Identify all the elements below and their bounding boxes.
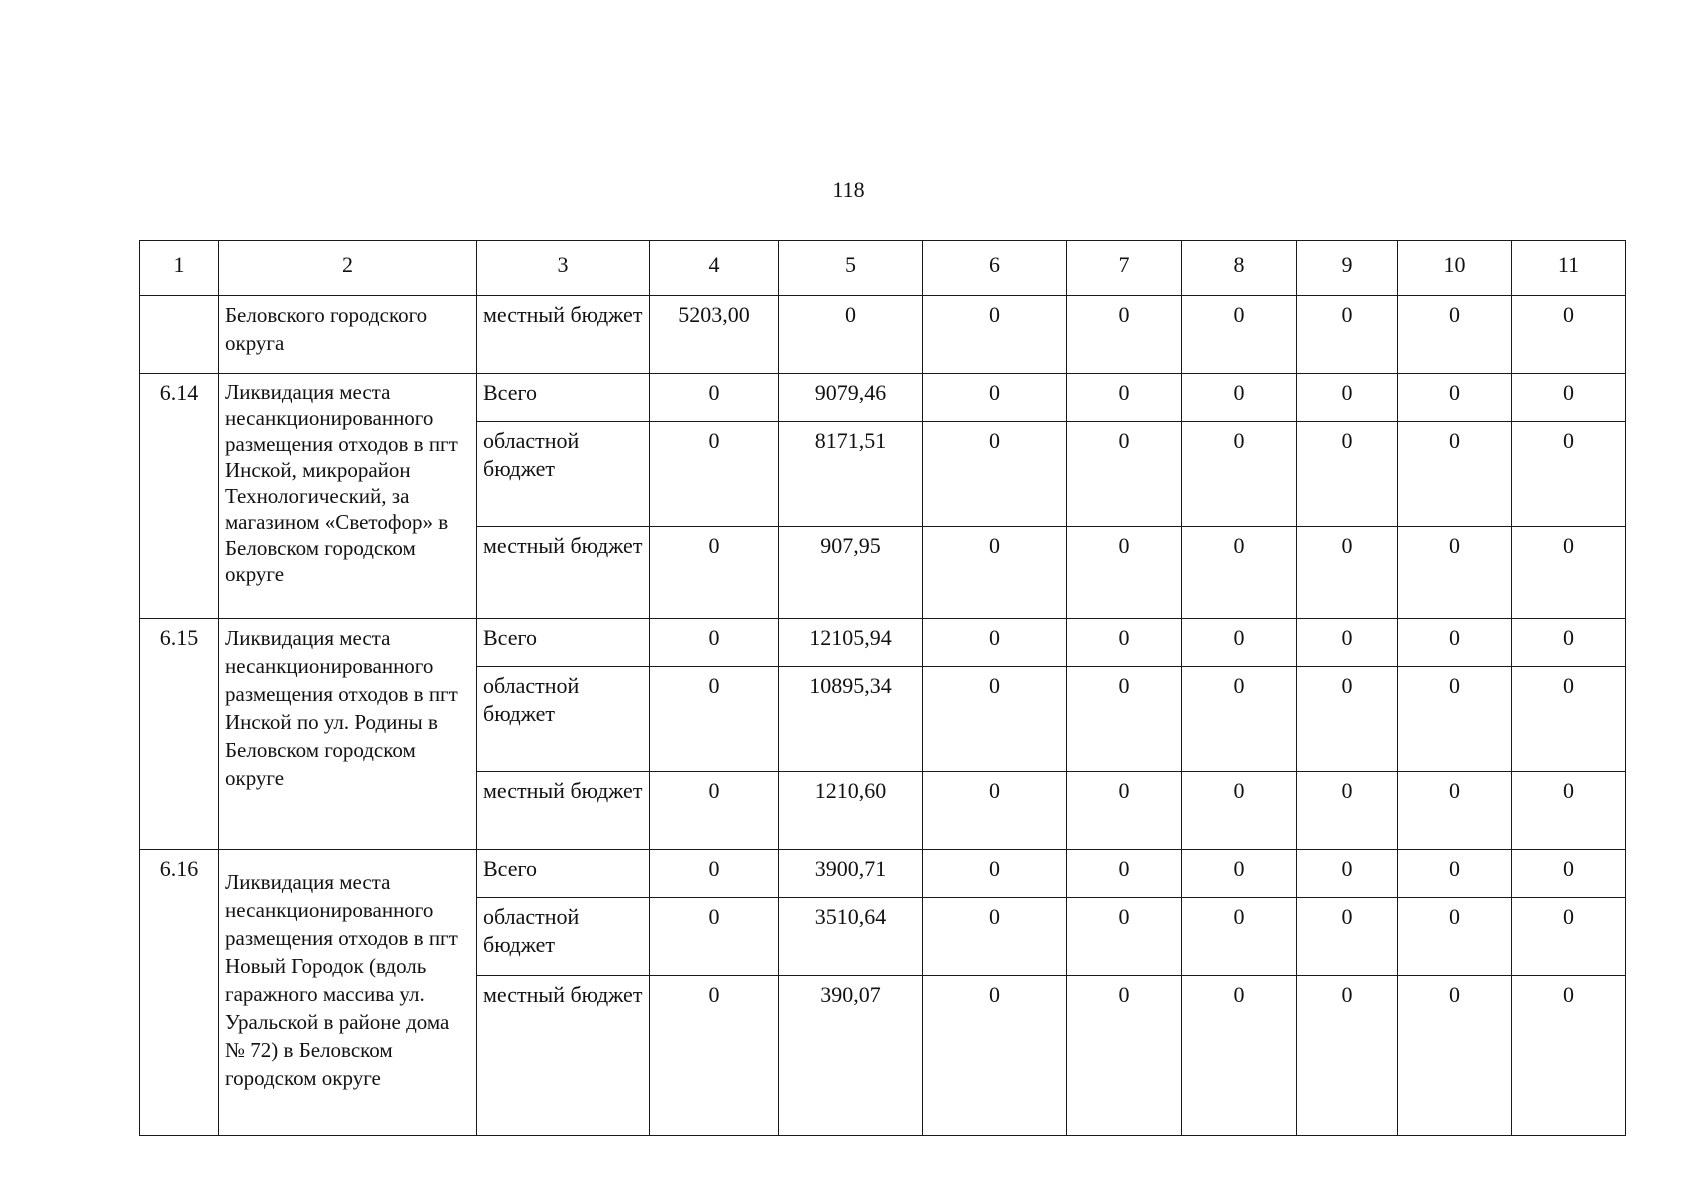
table-row [140,619,1626,667]
value-cell: 0 [1398,772,1512,850]
value-cell: 0 [1398,527,1512,619]
value-cell: 5203,00 [650,296,779,374]
funding-source-cell: местный бюджет [477,976,650,1136]
value-cell: 0 [1182,296,1297,374]
column-header: 5 [779,241,923,296]
funding-source-cell: местный бюджет [477,772,650,850]
column-header: 2 [219,241,477,296]
value-cell: 12105,94 [779,619,923,667]
value-cell: 0 [1067,619,1182,667]
value-cell: 0 [1398,667,1512,772]
value-cell: 0 [923,850,1067,898]
value-cell: 0 [1398,898,1512,976]
value-cell: 0 [923,619,1067,667]
value-cell: 0 [1067,374,1182,422]
value-cell: 0 [1297,619,1398,667]
item-index-cell [140,296,219,374]
column-header: 1 [140,241,219,296]
value-cell: 0 [1297,850,1398,898]
column-header: 3 [477,241,650,296]
value-cell: 0 [1512,527,1626,619]
value-cell: 0 [1398,976,1512,1136]
value-cell: 0 [1182,667,1297,772]
funding-source-cell: областной бюджет [477,422,650,527]
value-cell: 0 [1067,527,1182,619]
value-cell: 0 [923,374,1067,422]
funding-source-cell: областной бюджет [477,667,650,772]
value-cell: 0 [650,667,779,772]
funding-source-cell: Всего [477,619,650,667]
value-cell: 0 [1512,898,1626,976]
value-cell: 0 [650,619,779,667]
value-cell: 0 [779,296,923,374]
item-index-cell: 6.16 [140,850,219,1136]
value-cell: 0 [923,667,1067,772]
column-header: 10 [1398,241,1512,296]
funding-source-cell: местный бюджет [477,296,650,374]
item-name-cell: Ликвидация места несанкционированного размещения отходов в пгт Инской по ул. Родины в Беловском городском округе [219,619,477,850]
value-cell: 0 [1512,850,1626,898]
value-cell: 3510,64 [779,898,923,976]
value-cell: 0 [1398,619,1512,667]
value-cell: 0 [1067,772,1182,850]
value-cell: 0 [1512,667,1626,772]
value-cell: 0 [1182,898,1297,976]
value-cell: 8171,51 [779,422,923,527]
value-cell: 0 [650,976,779,1136]
budget-table [139,240,1626,1136]
value-cell: 0 [1182,772,1297,850]
column-header: 9 [1297,241,1398,296]
value-cell: 0 [650,527,779,619]
value-cell: 0 [1067,898,1182,976]
value-cell: 0 [1512,296,1626,374]
value-cell: 0 [1398,422,1512,527]
value-cell: 0 [1297,422,1398,527]
value-cell: 0 [923,296,1067,374]
value-cell: 0 [1182,527,1297,619]
item-index-cell: 6.14 [140,374,219,619]
value-cell: 0 [1182,422,1297,527]
page-number: 118 [832,177,865,202]
table-row [140,850,1626,898]
value-cell: 0 [1297,296,1398,374]
value-cell: 0 [1297,976,1398,1136]
value-cell: 0 [1067,850,1182,898]
value-cell: 0 [650,374,779,422]
value-cell: 10895,34 [779,667,923,772]
value-cell: 0 [1512,976,1626,1136]
value-cell: 0 [1067,976,1182,1136]
value-cell: 0 [650,898,779,976]
value-cell: 0 [1512,619,1626,667]
value-cell: 0 [1297,374,1398,422]
value-cell: 0 [1182,850,1297,898]
value-cell: 0 [923,976,1067,1136]
value-cell: 390,07 [779,976,923,1136]
value-cell: 0 [1067,667,1182,772]
value-cell: 0 [650,422,779,527]
value-cell: 0 [650,772,779,850]
value-cell: 0 [1297,667,1398,772]
table-row [140,296,1626,374]
value-cell: 0 [923,422,1067,527]
funding-source-cell: местный бюджет [477,527,650,619]
value-cell: 0 [1398,374,1512,422]
value-cell: 0 [1297,772,1398,850]
value-cell: 0 [1182,619,1297,667]
column-header: 4 [650,241,779,296]
value-cell: 0 [923,772,1067,850]
value-cell: 0 [1067,296,1182,374]
value-cell: 0 [1297,898,1398,976]
value-cell: 0 [1297,527,1398,619]
value-cell: 0 [1512,772,1626,850]
table-row [140,374,1626,422]
value-cell: 0 [1398,850,1512,898]
value-cell: 3900,71 [779,850,923,898]
column-header: 7 [1067,241,1182,296]
item-name-cell: Ликвидация места несанкционированного размещения отходов в пгт Инской, микрорайон Технологический, за магазином «Светофор» в Беловском городском округе [219,374,477,619]
column-header: 8 [1182,241,1297,296]
funding-source-cell: Всего [477,374,650,422]
value-cell: 0 [1398,296,1512,374]
value-cell: 0 [1182,374,1297,422]
value-cell: 0 [1512,422,1626,527]
value-cell: 0 [1512,374,1626,422]
value-cell: 0 [923,898,1067,976]
item-name-cell: Ликвидация места несанкционированного размещения отходов в пгт Новый Городок (вдоль гаражного массива ул. Уральской в районе дома № 72) в Беловском городском округе [219,850,477,1136]
value-cell: 0 [650,850,779,898]
funding-source-cell: Всего [477,850,650,898]
value-cell: 0 [1067,422,1182,527]
header-row [140,241,1626,296]
column-header: 6 [923,241,1067,296]
funding-source-cell: областной бюджет [477,898,650,976]
value-cell: 0 [1182,976,1297,1136]
value-cell: 9079,46 [779,374,923,422]
column-header: 11 [1512,241,1626,296]
item-name-cell: Беловского городского округа [219,296,477,374]
value-cell: 907,95 [779,527,923,619]
value-cell: 0 [923,527,1067,619]
item-index-cell: 6.15 [140,619,219,850]
value-cell: 1210,60 [779,772,923,850]
